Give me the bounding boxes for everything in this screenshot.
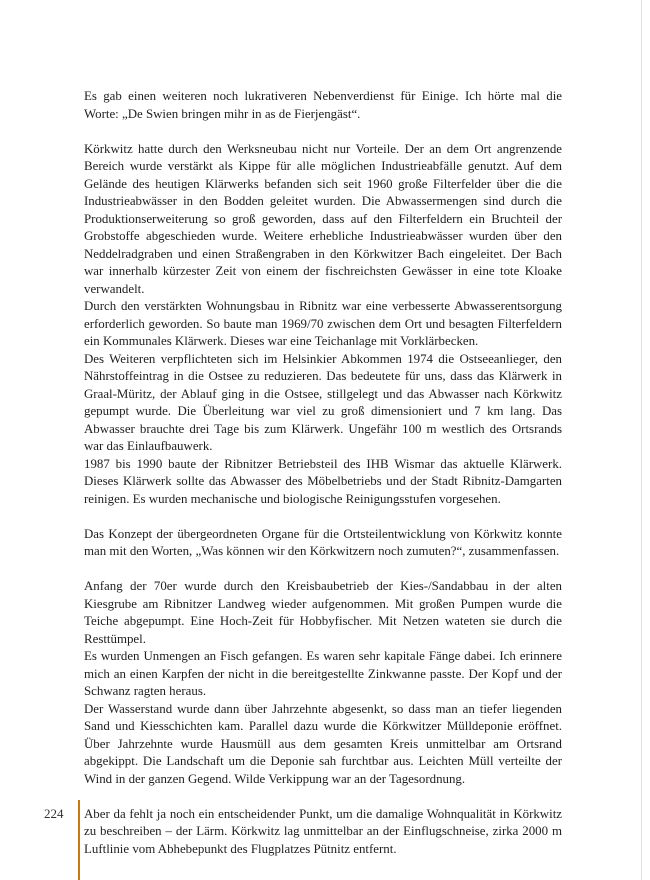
- paragraph-gap: [84, 561, 562, 579]
- paragraph-gap: [84, 508, 562, 526]
- paragraph-landfill: Der Wasserstand wurde dann über Jahrzehnte abgesenkt, so dass man an tiefer liegenden Sand und Kiesschichten kam. Parallel dazu wurde die Körkwitzer Mülldeponie eröffnet. Über Jahrzehnte wurde Hausmüll aus dem gesamten Kreis unmittelbar am Ortsrand abgekippt. Die Landschaft um die Deponie sah furchtbar aus. Leichten Müll verteilte der Wind in der ganzen Gegend. Wilde Verkippung war an der Tagesordnung.: [84, 701, 562, 786]
- paragraph-helsinki-agreement: Des Weiteren verpflichteten sich im Helsinkier Abkommen 1974 die Ostseeanlieger, den Nährstoffeintrag in die Ostsee zu reduzieren. Das bedeutete für uns, dass das Klärwerk in Graal-Müritz, der Ablauf ging in die Ostsee, stillgelegt und das Abwasser nach Körkwitz gepumpt wurde. Die Überleitung war viel zu groß dimensioniert und 7 km lang. Das Abwasser brauchte drei Tage bis zum Klärwerk. Ungefähr 100 m westlich des Ortsrands war das Einlaufbauwerk.: [84, 351, 562, 453]
- paragraph-gap: [84, 123, 562, 141]
- paragraph-filter-fields: Körkwitz hatte durch den Werksneubau nicht nur Vorteile. Der an dem Ort angrenzende Bereich wurde verstärkt als Kippe für alle möglichen Industrieabfälle genutzt. Auf dem Gelände des heutigen Klärwerks befanden sich seit 1960 große Filterfelder über die die Industrieabwässer in den Bodden geleitet wurden. Die Abwassermengen sind durch die Produktionserweiterung so groß geworden, dass auf den Filterfeldern ein Bruchteil der Grobstoffe abgeschieden wurde. Weitere erhebliche Industrieabwässer wurden über den Neddelradgraben und einen Straßengraben in den Körkwitzer Bach eingeleitet. Der Bach war innerhalb kürzester Zeit von einem der fischreichsten Gewässer in eine tote Kloake verwandelt.: [84, 141, 562, 296]
- paragraph-fish-catch: Es wurden Unmengen an Fisch gefangen. Es waren sehr kapitale Fänge dabei. Ich erinnere mich an einen Karpfen der nicht in die bereitgestellte Zinkwanne passte. Der Kopf und der Schwanz ragten heraus.: [84, 649, 562, 698]
- paragraph-gravel-pit: Anfang der 70er wurde durch den Kreisbaubetrieb der Kies-/Sandabbau in der alten Kiesgrube am Ribnitzer Landweg wieder aufgenommen. Mit großen Pumpen wurde die Teiche abgepumpt. Eine Hoch-Zeit für Hobbyfischer. Mit Netzen wateten sie durch die Resttümpel.: [84, 579, 562, 646]
- paragraph-gap: [84, 788, 562, 806]
- accent-rule: [78, 800, 80, 880]
- page-number: 224: [44, 806, 64, 821]
- paragraph-pig-quote: Es gab einen weiteren noch lukrativeren Nebenverdienst für Einige. Ich hörte mal die Worte: „De Swien bringen mihr in as de Fierjengäst“.: [84, 89, 562, 121]
- paragraph-municipal-treatment-plant: Durch den verstärkten Wohnungsbau in Ribnitz war eine verbesserte Abwasserentsorgung erforderlich geworden. So baute man 1969/70 zwischen dem Ort und besagten Filterfeldern ein Kommunales Klärwerk. Dieses war eine Teichanlage mit Vorklärbecken.: [84, 299, 562, 348]
- paragraph-noise: Aber da fehlt ja noch ein entscheidender Punkt, um die damalige Wohnqualität in Körkwitz zu beschreiben – der Lärm. Körkwitz lag unmittelbar an der Einflugschneise, zirka 2000 m Luftlinie vom Abhebepunkt des Flugplatzes Pütnitz entfernt.: [84, 806, 562, 856]
- paragraph-new-treatment-plant: 1987 bis 1990 baute der Ribnitzer Betriebsteil des IHB Wismar das aktuelle Klärwerk. Dieses Klärwerk sollte das Abwasser des Möbelbetriebs und der Stadt Ribnitz-Damgarten reinigen. Es wurden mechanische und biologische Reinigungsstufen vorgesehen.: [84, 456, 562, 506]
- paragraph-development-concept: Das Konzept der übergeordneten Organe für die Ortsteilentwicklung von Körkwitz konnte man mit den Worten, „Was können wir den Körkwitzern noch zumuten?“, zusammenfassen.: [84, 526, 562, 558]
- page-edge-line: [641, 0, 642, 880]
- body-text: [84, 88, 562, 858]
